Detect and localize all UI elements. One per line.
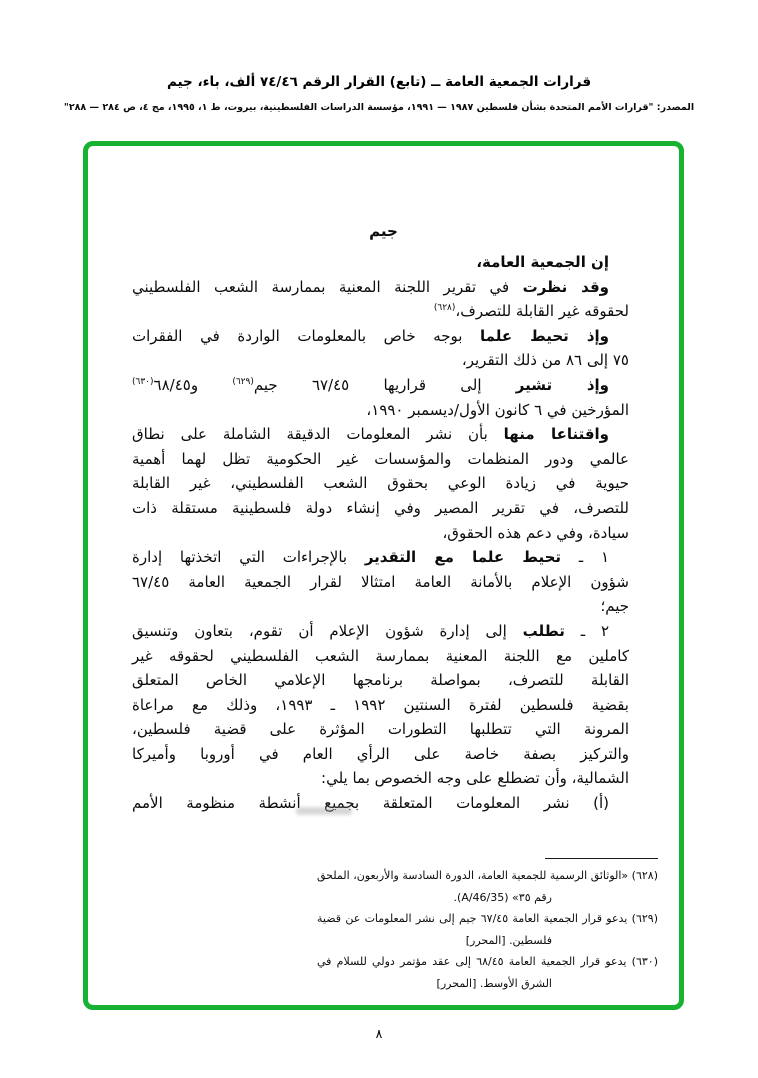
body-line [132, 594, 629, 619]
text-segment: و٦٨/٤٥ [153, 375, 233, 394]
text-segment: جيم؛ [600, 597, 629, 616]
text-segment: المرونة التي تتطلبها التطورات المؤثرة على قضية فلسطين، [132, 720, 629, 739]
text-segment: بأن نشر المعلومات الدقيقة الشاملة على نطاق [132, 425, 504, 444]
section-heading: جيم [369, 222, 398, 240]
text-segment: حيوية في زيادة الوعي بحقوق الشعب الفلسطيني، غير القابلة [132, 474, 629, 493]
text-segment: الشرق الأوسط. [المحرر] [436, 976, 552, 990]
text-segment: (٦٢٩) يدعو قرار الجمعية العامة ٦٧/٤٥ جيم إلى نشر المعلومات عن قضية [317, 912, 658, 925]
body-line [132, 717, 629, 742]
text-segment: ١ ـ [561, 548, 610, 567]
text-segment: عالمي ودور المنظمات والمؤسسات غير الحكومية تظل لهما أهمية [132, 449, 629, 468]
text-segment: وقد نظرت [522, 277, 609, 296]
footnote-line [317, 887, 658, 909]
body-text [132, 250, 629, 816]
body-line [132, 766, 629, 791]
footnote-line [317, 908, 658, 930]
text-segment: شؤون الإعلام بالأمانة العامة امتثالا لقرار الجمعية العامة ٦٧/٤٥ [132, 572, 629, 591]
text-segment: وإذ تشير [515, 375, 609, 394]
footnote-line [317, 865, 658, 887]
body-line [132, 521, 629, 546]
text-segment: للتصرف، في تقرير المصير وفي إنشاء دولة فلسطينية مستقلة ذات [132, 498, 629, 517]
body-line [132, 693, 629, 718]
document-frame [83, 141, 684, 1010]
source-citation: المصدر: "قرارات الأمم المتحدة بشأن فلسطين ١٩٨٧ — ١٩٩١، مؤسسة الدراسات الفلسطينية، بيروت، ط ١، ١٩٩٥، مج ٤، ص ٢٨٤ — ٢٨٨" [63, 102, 695, 113]
body-line [132, 644, 629, 669]
text-segment: إلى إدارة شؤون الإعلام أن تقوم، بتعاون وتنسيق [132, 621, 523, 640]
footnote-reference: (٦٣٠) [132, 376, 154, 387]
text-segment: في تقرير اللجنة المعنية بممارسة الشعب الفلسطيني [132, 277, 523, 296]
page-header-title: قرارات الجمعية العامة ــ (تابع) القرار الرقم ٧٤/٤٦ ألف، باء، جيم [166, 74, 592, 90]
scan-smudge-artifact [296, 807, 352, 815]
footnote-reference: (٦٢٩) [232, 376, 254, 387]
text-segment: ٢ ـ [564, 621, 609, 640]
body-line [132, 496, 629, 521]
text-segment: لحقوقه غير القابلة للتصرف، [455, 302, 629, 321]
text-segment: (٦٢٨) «الوثائق الرسمية للجمعية العامة، الدورة السادسة والأربعون، الملحق [317, 869, 658, 882]
footnotes-block [317, 858, 658, 994]
body-line [132, 324, 629, 349]
footnote-line [317, 930, 658, 952]
body-line [132, 791, 629, 816]
text-segment: (٦٣٠) يدعو قرار الجمعية العامة ٦٨/٤٥ إلى عقد مؤتمر دولي للسلام في [317, 955, 658, 968]
text-segment: المؤرخين في ٦ كانون الأول/ديسمبر ١٩٩٠، [366, 400, 629, 419]
text-segment: بقضية فلسطين لفترة السنتين ١٩٩٢ ـ ١٩٩٣، وذلك مع مراعاة [132, 695, 629, 714]
text-segment: إلى قراريها ٦٧/٤٥ جيم [253, 375, 516, 394]
text-segment: (أ) نشر المعلومات المتعلقة بجميع أنشطة منظومة الأمم [132, 794, 609, 813]
body-line [132, 447, 629, 472]
body-line [132, 545, 629, 570]
text-segment: بالإجراءات التي اتخذتها إدارة [132, 548, 365, 567]
footnote-separator [545, 858, 658, 859]
text-segment: فلسطين. [المحرر] [465, 933, 552, 947]
body-line [132, 742, 629, 767]
body-line [132, 250, 629, 275]
footnote-line [317, 973, 658, 995]
text-segment: القابلة للتصرف، بمواصلة برنامجها الإعلامي الخاص المتعلق [132, 671, 629, 690]
body-line [132, 422, 629, 447]
text-segment: سيادة، وفي دعم هذه الحقوق، [442, 523, 629, 542]
text-segment: كاملين مع اللجنة المعنية بممارسة الشعب الفلسطيني لحقوقه غير [132, 646, 629, 665]
text-segment: الشمالية، وأن تضطلع على وجه الخصوص بما يلي: [321, 769, 629, 788]
body-line [132, 398, 629, 423]
text-segment: تحيط علما مع التقدير [364, 548, 562, 567]
text-segment: تطلب [522, 621, 565, 640]
text-segment: بوجه خاص بالمعلومات الواردة في الفقرات [132, 326, 481, 345]
body-line [132, 668, 629, 693]
text-segment: رقم ٣٥» (A/46/35). [453, 890, 552, 904]
footnote-line [317, 951, 658, 973]
text-segment: واقتناعا منها [503, 425, 609, 444]
text-segment: والتركيز بصفة خاصة على الرأي العام في أوروبا وأميركا [132, 744, 629, 763]
text-segment: وإذ تحيط علما [480, 326, 609, 345]
body-line [132, 471, 629, 496]
body-line [132, 570, 629, 595]
page-number: ٨ [375, 1026, 383, 1041]
footnote-reference: (٦٢٨) [433, 303, 456, 314]
body-line [132, 299, 629, 324]
body-line [132, 275, 629, 300]
text-segment: ٧٥ إلى ٨٦ من ذلك التقرير، [461, 351, 629, 370]
text-segment: إن الجمعية العامة، [476, 253, 609, 271]
body-line [132, 348, 629, 373]
body-line [132, 619, 629, 644]
footnote-lines [317, 865, 658, 994]
body-line [132, 373, 629, 398]
